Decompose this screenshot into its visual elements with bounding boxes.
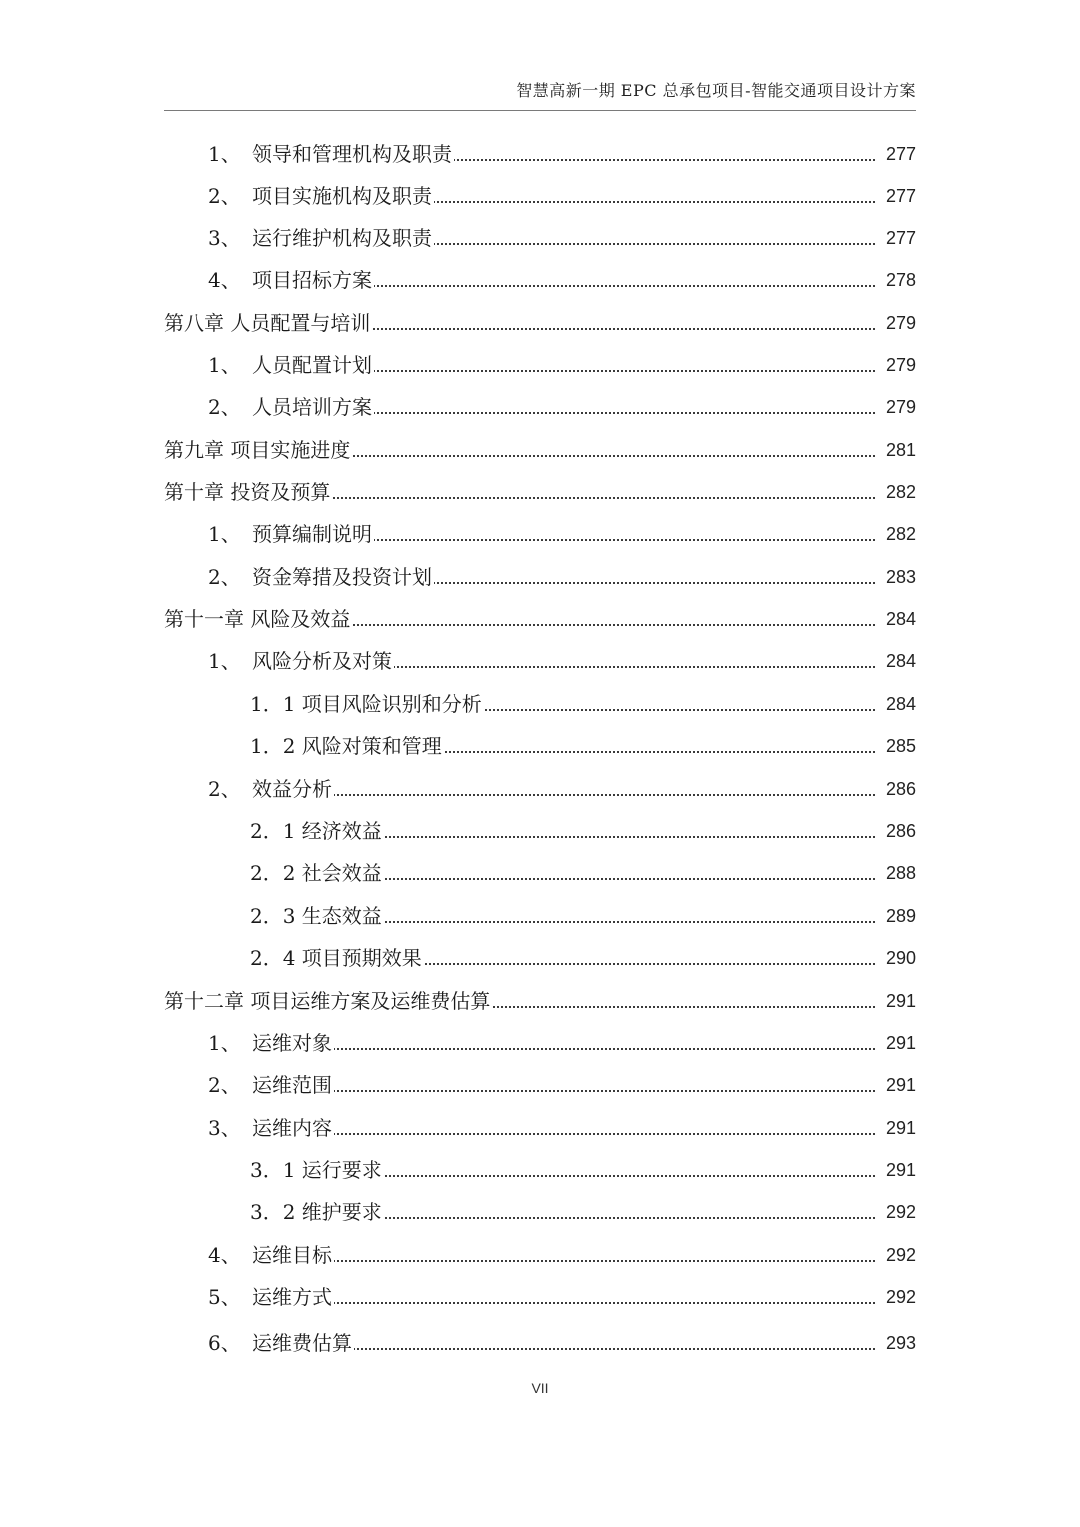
toc-entry[interactable] bbox=[0, 1240, 1080, 1270]
toc-entry-title: 1．2 风险对策和管理 bbox=[250, 731, 444, 761]
toc-entry-title: 第十章 投资及预算 bbox=[164, 477, 332, 507]
toc-entry-title: 运行维护机构及职责 bbox=[252, 223, 434, 253]
toc-entry-page: 277 bbox=[885, 144, 916, 164]
toc-entry-page: 282 bbox=[885, 524, 916, 544]
toc-entry[interactable] bbox=[0, 774, 1080, 804]
toc-entry[interactable] bbox=[0, 731, 1080, 761]
toc-entry-number: 6、 bbox=[208, 1331, 241, 1355]
toc-entry-number: 2、 bbox=[208, 1073, 241, 1097]
toc-entry[interactable] bbox=[0, 604, 1080, 634]
toc-entry-title: 第八章 人员配置与培训 bbox=[164, 308, 372, 338]
toc-entry-number: 3、 bbox=[208, 226, 241, 250]
toc-entry-title: 领导和管理机构及职责 bbox=[252, 139, 454, 169]
toc-entry-page: 289 bbox=[885, 906, 916, 926]
toc-entry[interactable] bbox=[0, 1070, 1080, 1100]
toc-entry-number: 2、 bbox=[208, 565, 241, 589]
toc-entry-title: 运维费估算 bbox=[252, 1328, 354, 1358]
toc-entry-title: 3．1 运行要求 bbox=[250, 1155, 384, 1185]
toc-entry-page: 286 bbox=[885, 779, 916, 799]
toc-entry-title: 第十一章 风险及效益 bbox=[164, 604, 352, 634]
toc-entry-number: 2、 bbox=[208, 777, 241, 801]
toc-entry-number: 3、 bbox=[208, 1116, 241, 1140]
toc-entry-page: 284 bbox=[885, 694, 916, 714]
toc-entry[interactable] bbox=[0, 308, 1080, 338]
toc-entry-title: 运维范围 bbox=[252, 1070, 334, 1100]
toc-entry-number: 2、 bbox=[208, 395, 241, 419]
toc-entry-page: 284 bbox=[885, 609, 916, 629]
toc-entry[interactable] bbox=[0, 562, 1080, 592]
toc-entry[interactable] bbox=[0, 435, 1080, 465]
toc-leader-dots bbox=[252, 1260, 875, 1262]
toc-entry-page: 285 bbox=[885, 736, 916, 756]
toc-entry[interactable] bbox=[0, 1282, 1080, 1312]
toc-entry[interactable] bbox=[0, 1197, 1080, 1227]
toc-entry-page: 288 bbox=[885, 863, 916, 883]
toc-entry-page: 292 bbox=[885, 1287, 916, 1307]
toc-entry[interactable] bbox=[0, 1028, 1080, 1058]
toc-leader-dots bbox=[252, 794, 875, 796]
toc-entry-page: 291 bbox=[885, 1033, 916, 1053]
toc-entry-title: 运维方式 bbox=[252, 1282, 334, 1312]
toc-entry-title: 预算编制说明 bbox=[252, 519, 374, 549]
toc-entry-title: 风险分析及对策 bbox=[252, 646, 394, 676]
toc-leader-dots bbox=[252, 1302, 875, 1304]
toc-entry[interactable] bbox=[0, 689, 1080, 719]
toc-entry-number: 4、 bbox=[208, 268, 241, 292]
toc-entry[interactable] bbox=[0, 816, 1080, 846]
toc-entry-number: 1、 bbox=[208, 649, 241, 673]
toc-entry[interactable] bbox=[0, 139, 1080, 169]
toc-entry-page: 279 bbox=[885, 313, 916, 333]
toc-entry[interactable] bbox=[0, 1113, 1080, 1143]
toc-leader-dots bbox=[252, 1133, 875, 1135]
document-title: 智慧高新一期 EPC 总承包项目-智能交通项目设计方案 bbox=[516, 81, 916, 100]
toc-entry-number: 2、 bbox=[208, 184, 241, 208]
toc-entry-number: 1、 bbox=[208, 1031, 241, 1055]
toc-entry-title: 项目招标方案 bbox=[252, 265, 374, 295]
toc-entry-title: 2．1 经济效益 bbox=[250, 816, 384, 846]
toc-entry[interactable] bbox=[0, 943, 1080, 973]
toc-entry-page: 290 bbox=[885, 948, 916, 968]
toc-entry-title: 项目实施机构及职责 bbox=[252, 181, 434, 211]
toc-entry-title: 人员培训方案 bbox=[252, 392, 374, 422]
toc-entry[interactable] bbox=[0, 477, 1080, 507]
toc-entry-title: 第十二章 项目运维方案及运维费估算 bbox=[164, 986, 492, 1016]
toc-entry-page: 277 bbox=[885, 186, 916, 206]
toc-entry-page: 286 bbox=[885, 821, 916, 841]
toc-leader-dots bbox=[252, 1090, 875, 1092]
toc-entry-page: 279 bbox=[885, 355, 916, 375]
toc-entry-page: 292 bbox=[885, 1245, 916, 1265]
toc-entry[interactable] bbox=[0, 223, 1080, 253]
toc-entry-title: 3．2 维护要求 bbox=[250, 1197, 384, 1227]
toc-entry-title: 运维内容 bbox=[252, 1113, 334, 1143]
toc-entry-page: 282 bbox=[885, 482, 916, 502]
toc-leader-dots bbox=[252, 1048, 875, 1050]
toc-entry-page: 278 bbox=[885, 270, 916, 290]
toc-entry[interactable] bbox=[0, 519, 1080, 549]
toc-entry[interactable] bbox=[0, 986, 1080, 1016]
toc-entry-page: 291 bbox=[885, 991, 916, 1011]
toc-entry[interactable] bbox=[0, 646, 1080, 676]
toc-entry-page: 291 bbox=[885, 1075, 916, 1095]
toc-entry[interactable] bbox=[0, 350, 1080, 380]
toc-entry-page: 284 bbox=[885, 651, 916, 671]
toc-entry-page: 277 bbox=[885, 228, 916, 248]
toc-entry-page: 293 bbox=[885, 1333, 916, 1353]
page-number: VII bbox=[531, 1380, 549, 1396]
toc-entry-title: 第九章 项目实施进度 bbox=[164, 435, 352, 465]
toc-entry-number: 5、 bbox=[208, 1285, 241, 1309]
toc-entry-title: 运维目标 bbox=[252, 1240, 334, 1270]
toc-entry-number: 1、 bbox=[208, 353, 241, 377]
toc-entry-number: 1、 bbox=[208, 142, 241, 166]
toc-entry[interactable] bbox=[0, 181, 1080, 211]
toc-entry[interactable] bbox=[0, 858, 1080, 888]
toc-entry-title: 2．2 社会效益 bbox=[250, 858, 384, 888]
toc-entry-page: 291 bbox=[885, 1118, 916, 1138]
toc-entry-title: 2．4 项目预期效果 bbox=[250, 943, 424, 973]
toc-entry-number: 4、 bbox=[208, 1243, 241, 1267]
toc-entry-page: 281 bbox=[885, 440, 916, 460]
toc-entry-title: 效益分析 bbox=[252, 774, 334, 804]
toc-entry-title: 资金筹措及投资计划 bbox=[252, 562, 434, 592]
toc-entry-page: 279 bbox=[885, 397, 916, 417]
toc-entry[interactable] bbox=[0, 265, 1080, 295]
toc-entry-title: 人员配置计划 bbox=[252, 350, 374, 380]
toc-entry[interactable] bbox=[0, 1328, 1080, 1358]
toc-entry[interactable] bbox=[0, 901, 1080, 931]
toc-entry-title: 2．3 生态效益 bbox=[250, 901, 384, 931]
toc-entry[interactable] bbox=[0, 392, 1080, 422]
toc-entry-page: 291 bbox=[885, 1160, 916, 1180]
toc-entry-title: 1．1 项目风险识别和分析 bbox=[250, 689, 484, 719]
toc-entry-number: 1、 bbox=[208, 522, 241, 546]
toc-entry-title: 运维对象 bbox=[252, 1028, 334, 1058]
toc-entry-page: 283 bbox=[885, 567, 916, 587]
toc-entry-page: 292 bbox=[885, 1202, 916, 1222]
toc-entry[interactable] bbox=[0, 1155, 1080, 1185]
